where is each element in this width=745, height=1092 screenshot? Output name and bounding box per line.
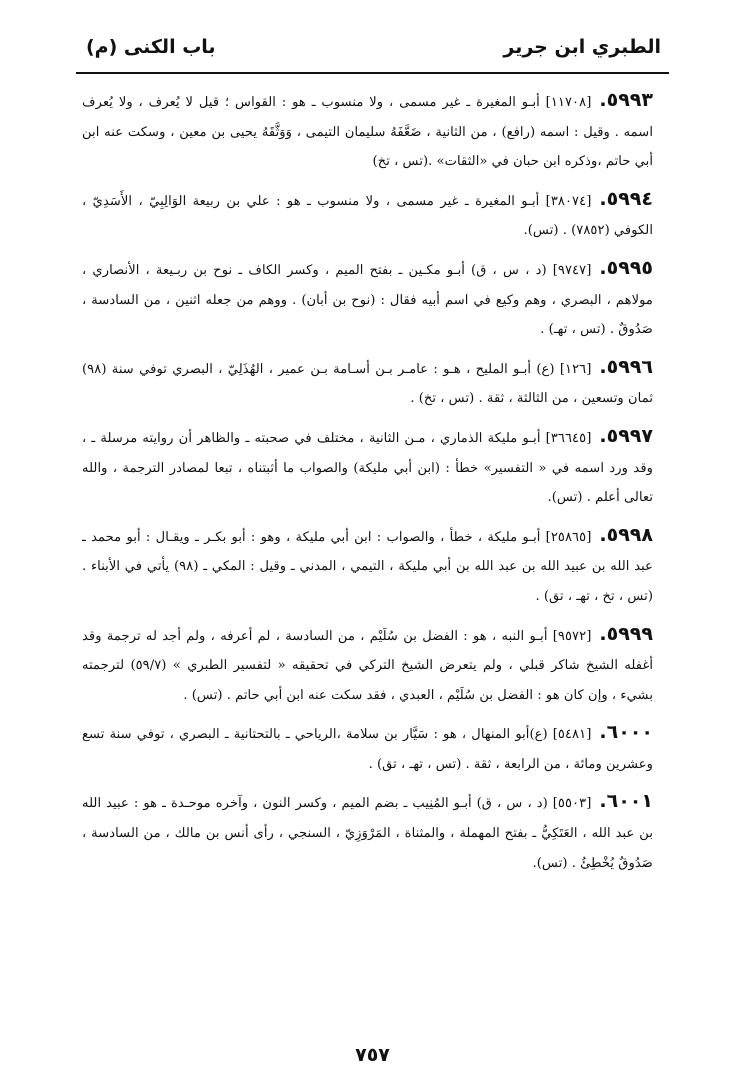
entry-5999	[82, 620, 653, 711]
entry-number: ٥٩٩٥.	[599, 256, 653, 279]
entry-text: [٥٤٨١] (ع)أبو المنهال ، هو : سَيَّار بن سلامة ،الرياحي ـ بالتحتانية ـ البصري ، توفي سنة تسع وعشرين ومائة ، من الرابعة ، ثقة . (تس ، تهـ ، تق) .	[82, 727, 653, 772]
entry-text: [٥٥٠٣] (د ، س ، ق) أبـو المُنِيب ـ بضم الميم ، وكسر النون ، وآخره موحـدة ـ هو : عبيد الله بن عبد الله ، العَتَكِيُّ ـ بفتح المهملة ، والمثناة ، المَرْوَزِيّ ، السنجي ، رأى أنس بن مالك ، من السادسة ، صَدُوقٌ يُخْطِئُ . (تس).	[82, 796, 653, 871]
entries-list	[82, 86, 653, 886]
entry-text: [٩٧٤٧] (د ، س ، ق) أبـو مكـين ـ بفتح الميم ، وكسر الكاف ـ نوح بن ربـيعة ، الأنصاري ، مولاهم ، البصري ، وهم وكيع في اسم أبيه فقال : (نوح بن أبان) . ووهم من جعله اثنين ، من السادسة ، صَدُوقٌ . (تس ، تهـ) .	[82, 262, 653, 338]
entry-5997	[82, 422, 653, 513]
entry-number: ٥٩٩٦.	[599, 355, 653, 378]
page-number: ٧٥٧	[355, 1044, 390, 1066]
entry-number: ٥٩٩٤.	[599, 187, 653, 210]
entry-text: [١١٧٠٨] أبـو المغيرة ـ غير مسمى ، ولا منسوب ـ هو : القواس ؛ قيل لا يُعرف ، ولا يُعرف اسمه . وقيل : اسمه (رافع) ، من الثانية ، ضَعَّفَهُ سليمان التيمى ، وَوَثَّقَهُ يحيى بن معين ، وسكت عنه ابن أبي حاتم ،وذكره ابن حبان في «الثقات» .(تس ، تخ)	[82, 95, 653, 170]
entry-5995	[82, 254, 653, 345]
header-book-title: الطبري ابن جرير	[503, 36, 661, 58]
entry-text: [٣٨٠٧٤] أبـو المغيرة ـ غير مسمى ، ولا منسوب ـ هو : علي بن ربيعة الوَالِبِيّ ، الأَسَدِيّ ، الكوفي (٧٨٥٢) . (تس).	[82, 193, 653, 239]
entry-6001	[82, 787, 653, 878]
header-section-title: باب الكنى (م)	[86, 36, 216, 58]
entry-5994	[82, 185, 653, 246]
entry-number: ٥٩٩٩.	[599, 622, 653, 645]
entry-5998	[82, 521, 653, 612]
entry-number: ٥٩٩٧.	[599, 424, 653, 447]
entry-text: [٣٦٦٤٥] أبـو مليكة الذماري ، مـن الثانية ، مختلف في صحبته ـ والظاهر أن روايته مرسلة ـ ، وقد ورد اسمه في « التفسير» خطأ : (ابن أبي مليكة) والصواب ما أثبتناه ، تبعا لمصادر الترجمة ، والله تعالى أعلم . (تس).	[82, 430, 653, 506]
entry-text: [٩٥٧٢] أبـو النبه ، هو : الفضل بن سُلَيْم ، من السادسة ، لم أعرفه ، ولم أجد له ترجمة وقد أغفله الشيخ شاكر قبلي ، ولم يتعرض الشيخ التركي في تحقيقه « لتفسير الطبري » (٥٩/٧) لترجمته بشيء ، وإن كان هو : الفضل بن سُلَيْم ، العبدي ، فقد سكت عنه ابن أبي حاتم . (تس) .	[82, 628, 654, 703]
entry-6000	[82, 718, 653, 779]
header-divider	[76, 72, 669, 74]
entry-number: ٥٩٩٨.	[599, 523, 653, 546]
entry-text: [٢٥٨٦٥] أبـو مليكة ، خطأ ، والصواب : ابن أبي مليكة ، وهو : أبو بكـر ـ ويقـال : أبو محمد ـ عبد الله بن عبيد الله بن عبد الله بن أبي مليكة ، التيمي ، المدني ـ وقيل : المكي ـ (٩٨) يأتي في الأبناء . (تس ، تخ ، تهـ ، تق) .	[82, 529, 653, 604]
entry-text: [١٢٦] (ع) أبـو المليح ، هـو : عامـر بـن أسـامة بـن عمير ، الهُذَلِيّ ، البصري توفي سنة (٩٨) ثمان وتسعين ، من الثالثة ، ثقة . (تس ، تخ) .	[82, 361, 653, 407]
entry-5996	[82, 353, 653, 414]
entry-number: ٥٩٩٣.	[599, 89, 653, 111]
entry-5993	[82, 86, 653, 177]
running-header	[72, 34, 673, 68]
entry-number: ٦٠٠٠.	[599, 721, 653, 744]
entry-number: ٦٠٠١.	[599, 790, 653, 813]
